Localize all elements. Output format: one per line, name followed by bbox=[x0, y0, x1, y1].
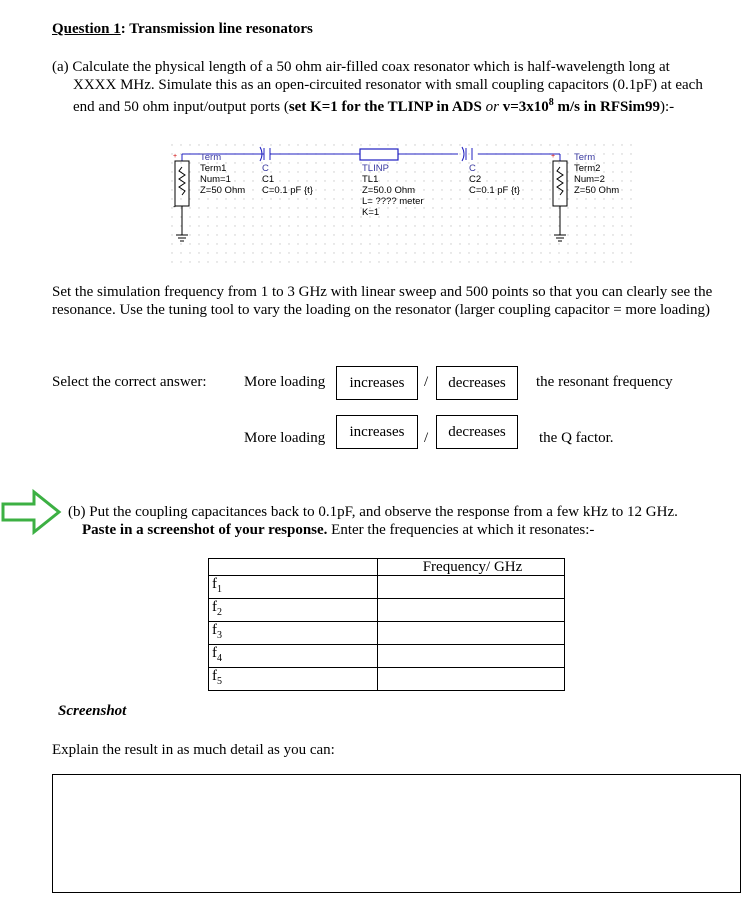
svg-text:Term1: Term1 bbox=[200, 163, 227, 174]
question-label: Question 1 bbox=[52, 21, 121, 37]
row2-lead: More loading bbox=[244, 430, 326, 446]
svg-text:Num=1: Num=1 bbox=[200, 174, 231, 185]
part-b-line2: Paste in a screenshot of your response. Enter the frequencies at which it resonates:- bbox=[82, 522, 595, 538]
row2-tail: the Q factor. bbox=[539, 430, 614, 446]
svg-text:C1: C1 bbox=[262, 174, 275, 185]
row1-lead: More loading bbox=[244, 374, 326, 390]
part-a-line3: end and 50 ohm input/output ports (set K=1 for the TLINP in ADS or $v=3x10^8$ m/s in RFSim99):- bbox=[73, 97, 675, 115]
row1-tail: the resonant frequency bbox=[536, 374, 673, 390]
row1-decreases-option[interactable]: decreases bbox=[436, 366, 518, 400]
svg-text:Term: Term bbox=[574, 152, 596, 163]
svg-text:Num=2: Num=2 bbox=[574, 174, 605, 185]
svg-text:C: C bbox=[262, 163, 269, 174]
row1-separator: / bbox=[424, 374, 429, 390]
table-header-empty bbox=[209, 559, 378, 576]
freq-label-4: $f_4$ bbox=[209, 645, 378, 668]
tlinp-block-icon bbox=[360, 149, 398, 160]
row2-separator: / bbox=[424, 430, 429, 446]
svg-text:+: + bbox=[173, 153, 178, 160]
freq-value-3[interactable] bbox=[378, 622, 565, 645]
resonator-schematic bbox=[170, 143, 632, 266]
freq-value-5[interactable] bbox=[378, 668, 565, 691]
question-title-text: : Transmission line resonators bbox=[120, 21, 313, 37]
table-row bbox=[209, 622, 565, 645]
row2-increases-option[interactable]: increases bbox=[336, 415, 418, 449]
table-row bbox=[209, 576, 565, 599]
svg-text:-: - bbox=[173, 202, 176, 211]
screenshot-label: Screenshot bbox=[58, 703, 127, 719]
frequency-table bbox=[208, 558, 565, 691]
part-a-text bbox=[52, 58, 742, 116]
table-header-frequency: Frequency/ GHz bbox=[378, 559, 565, 576]
svg-text:K=1: K=1 bbox=[362, 207, 380, 218]
svg-text:C2: C2 bbox=[469, 174, 482, 185]
freq-label-1: $f_1$ bbox=[209, 576, 378, 599]
svg-text:+: + bbox=[551, 153, 556, 160]
freq-label-2: $f_2$ bbox=[209, 599, 378, 622]
table-row bbox=[209, 668, 565, 691]
green-arrow-icon bbox=[0, 487, 62, 537]
table-row bbox=[209, 645, 565, 668]
svg-text:TLINP: TLINP bbox=[362, 163, 389, 174]
svg-text:Z=50.0 Ohm: Z=50.0 Ohm bbox=[362, 185, 416, 196]
part-b-line1: (b) Put the coupling capacitances back to 0.1pF, and observe the response from a few kHz to 12 GHz. bbox=[68, 504, 678, 520]
row1-increases-option[interactable]: increases bbox=[336, 366, 418, 400]
svg-text:Z=50 Ohm: Z=50 Ohm bbox=[200, 185, 246, 196]
table-header-row bbox=[209, 559, 565, 576]
svg-text:TL1: TL1 bbox=[362, 174, 379, 185]
svg-text:C=0.1 pF {t}: C=0.1 pF {t} bbox=[469, 185, 520, 196]
explain-prompt: Explain the result in as much detail as you can: bbox=[52, 742, 335, 758]
explanation-answer-box[interactable] bbox=[52, 774, 741, 893]
question-title bbox=[52, 21, 313, 38]
simulation-instructions: Set the simulation frequency from 1 to 3 GHz with linear sweep and 500 points so that you can clearly see the resonance. Use the tuning tool to vary the loading on the resonator (larger coupling capacitor = more loading) bbox=[52, 284, 713, 318]
svg-text:Z=50 Ohm: Z=50 Ohm bbox=[574, 185, 620, 196]
svg-text:Term2: Term2 bbox=[574, 163, 601, 174]
freq-label-3: $f_3$ bbox=[209, 622, 378, 645]
part-b-text bbox=[68, 503, 738, 539]
svg-text:L= ???? meter: L= ???? meter bbox=[362, 196, 424, 207]
freq-value-4[interactable] bbox=[378, 645, 565, 668]
svg-text:C=0.1 pF {t}: C=0.1 pF {t} bbox=[262, 185, 313, 196]
svg-text:C: C bbox=[469, 163, 476, 174]
part-a-line2: XXXX MHz. Simulate this as an open-circuited resonator with small coupling capacitors (0.1pF) at each bbox=[73, 77, 703, 93]
freq-value-2[interactable] bbox=[378, 599, 565, 622]
freq-value-1[interactable] bbox=[378, 576, 565, 599]
select-prompt: Select the correct answer: bbox=[52, 374, 207, 390]
svg-text:Term: Term bbox=[200, 152, 222, 163]
row2-decreases-option[interactable]: decreases bbox=[436, 415, 518, 449]
part-a-line1: (a) Calculate the physical length of a 50 ohm air-filled coax resonator which is half-wavelength long at bbox=[52, 59, 670, 75]
freq-label-5: $f_5$ bbox=[209, 668, 378, 691]
table-row bbox=[209, 599, 565, 622]
